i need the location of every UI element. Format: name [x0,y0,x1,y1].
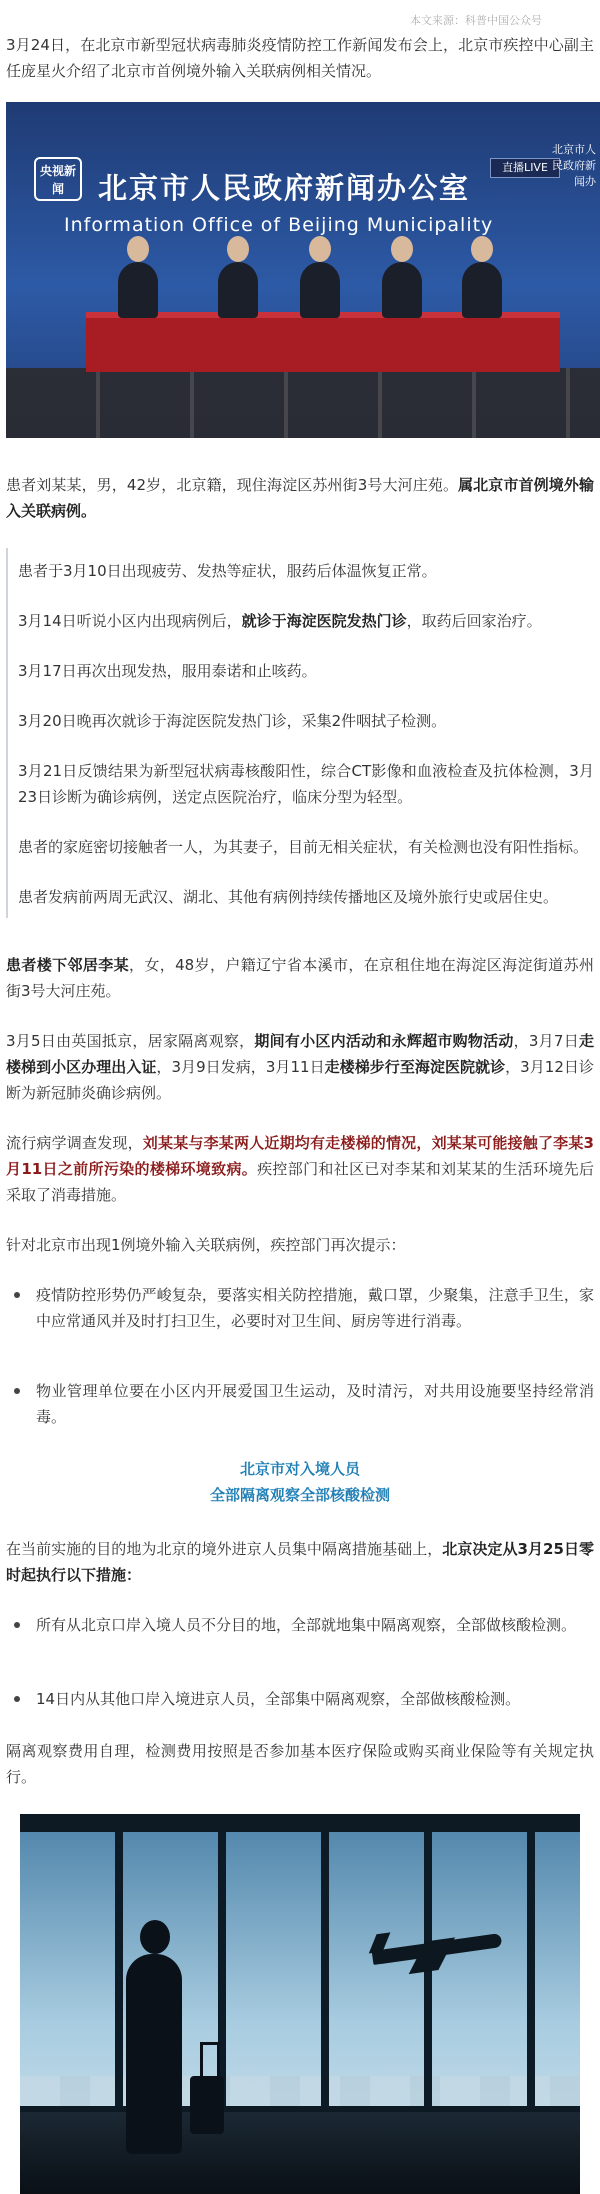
cctv-news-logo: 央视新闻 [34,157,82,201]
timeline-item [18,834,594,860]
measures-intro-bold: 北京决定从3月25日零时起执行以下措施： [6,1540,594,1584]
neighbor-timeline-bold: 走楼梯步行至海淀医院就诊 [324,1058,506,1076]
timeline-item [18,758,594,810]
neighbor-text: ，女，48岁，户籍辽宁省本溪市，在京租住地在海淀区海淀街道苏州街3号大河庄苑。 [6,956,594,1000]
reminder-list [6,1282,594,1430]
traveler-silhouette [126,1954,182,2154]
measures-list [6,1612,594,1712]
timeline-item [18,658,594,684]
window-top-beam [20,1814,580,1832]
epidemiology-text: 流行病学调查发现， [6,1134,143,1152]
speaker-figure [462,262,502,318]
backdrop-title-cn: 北京市人民政府新闻办公室 [98,171,471,205]
speaker-figure [382,262,422,318]
timeline-text: 患者发病前两周无武汉、湖北、其他有病例持续传播地区及境外旅行史或居住史。 [18,888,559,906]
speaker-figure [300,262,340,318]
patient-bold: 属北京市首例境外输入关联病例。 [6,476,594,520]
press-conference-photo [6,102,600,438]
measures-intro-text: 在当前实施的目的地为北京的境外进京人员集中隔离措施基础上， [6,1540,443,1558]
intro-paragraph: 3月24日，在北京市新型冠状病毒肺炎疫情防控工作新闻发布会上，北京市疾控中心副主任庞星火介绍了北京市首例境外输入关联病例相关情况。 [6,36,594,80]
backdrop-title-en: Information Office of Beijing Municipality [64,214,494,236]
section-title [6,1456,594,1508]
timeline-text: 3月21日反馈结果为新型冠状病毒核酸阳性，综合CT影像和血液检查及抗体检测，3月23日诊断为确诊病例，送定点医院治疗，临床分型为轻型。 [18,762,594,806]
neighbor-timeline-text: ，3月12日诊断为新冠肺炎确诊病例。 [6,1058,594,1102]
epidemiology-highlight: 刘某某与李某两人近期均有走楼梯的情况，刘某某可能接触了李某3月11日之前所污染的楼梯环境致病。 [6,1134,594,1178]
corner-watermark: 北京市人民政府新闻办 [552,143,596,188]
neighbor-timeline-bold: 期间有小区内活动和永辉超市购物活动 [254,1032,514,1050]
measures-intro [6,1536,594,1588]
reminder-intro: 针对北京市出现1例境外输入关联病例，疾控部门再次提示： [6,1236,406,1254]
neighbor-timeline-text: ，3月9日发病，3月11日 [156,1058,325,1076]
live-badge: 直播LIVE [490,158,560,178]
terminal-floor [20,2112,580,2194]
list-item: 14日内从其他口岸入境进京人员，全部集中隔离观察，全部做核酸检测。 [6,1686,594,1712]
timeline-item [18,608,594,634]
section-title-line: 全部隔离观察全部核酸检测 [209,1486,390,1504]
timeline-text: ，取药后回家治疗。 [406,612,542,630]
patient-text: 患者刘某某，男，42岁，北京籍，现住海淀区苏州街3号大河庄苑。 [6,476,459,494]
source-credit: 本文来源：科普中国公众号 [410,14,542,27]
luggage-silhouette [190,2076,224,2134]
timeline-text: 患者于3月10日出现疲劳、发热等症状，服药后体温恢复正常。 [18,562,437,580]
neighbor-timeline-bold: 走楼梯到小区办理出入证 [6,1032,594,1076]
airport-traveler-photo [20,1814,580,2194]
timeline-text: 3月20日晚再次就诊于海淀医院发热门诊，采集2件咽拭子检测。 [18,712,447,730]
timeline-text: 患者的家庭密切接触者一人，为其妻子，目前无相关症状，有关检测也没有阳性指标。 [18,838,589,856]
timeline-text: 3月14日听说小区内出现病例后， [18,612,242,630]
list-item: 疫情防控形势仍严峻复杂，要落实相关防控措施，戴口罩，少聚集，注意手卫生，家中应常通风并及时打扫卫生，必要时对卫生间、厨房等进行消毒。 [6,1282,594,1334]
timeline-item [18,708,594,734]
podium-table [86,312,560,372]
timeline-text: 3月17日再次出现发热，服用泰诺和止咳药。 [18,662,317,680]
list-item: 所有从北京口岸入境人员不分目的地，全部就地集中隔离观察，全部做核酸检测。 [6,1612,594,1638]
speaker-figure [118,262,158,318]
timeline-bold: 就诊于海淀医院发热门诊 [241,612,407,630]
timeline-item [18,558,594,584]
patient-timeline [6,548,594,918]
audience-seats [6,368,600,438]
neighbor-paragraph [6,952,594,1004]
list-item: 物业管理单位要在小区内开展爱国卫生运动，及时清污，对共用设施要坚持经常消毒。 [6,1378,594,1430]
cost-note: 隔离观察费用自理，检测费用按照是否参加基本医疗保险或购买商业保险等有关规定执行。 [6,1742,594,1786]
patient-paragraph [6,472,594,524]
epidemiology-paragraph [6,1130,594,1208]
neighbor-timeline-paragraph [6,1028,594,1106]
timeline-item [18,884,594,910]
epidemiology-text: 疾控部门和社区已对李某和刘某某的生活环境先后采取了消毒措施。 [6,1160,594,1204]
speaker-figure [218,262,258,318]
neighbor-bold: 患者楼下邻居李某 [6,956,130,974]
section-title-line: 北京市对入境人员 [239,1460,360,1478]
neighbor-timeline-text: 3月5日由英国抵京，居家隔离观察， [6,1032,255,1050]
neighbor-timeline-text: ，3月7日 [513,1032,579,1050]
